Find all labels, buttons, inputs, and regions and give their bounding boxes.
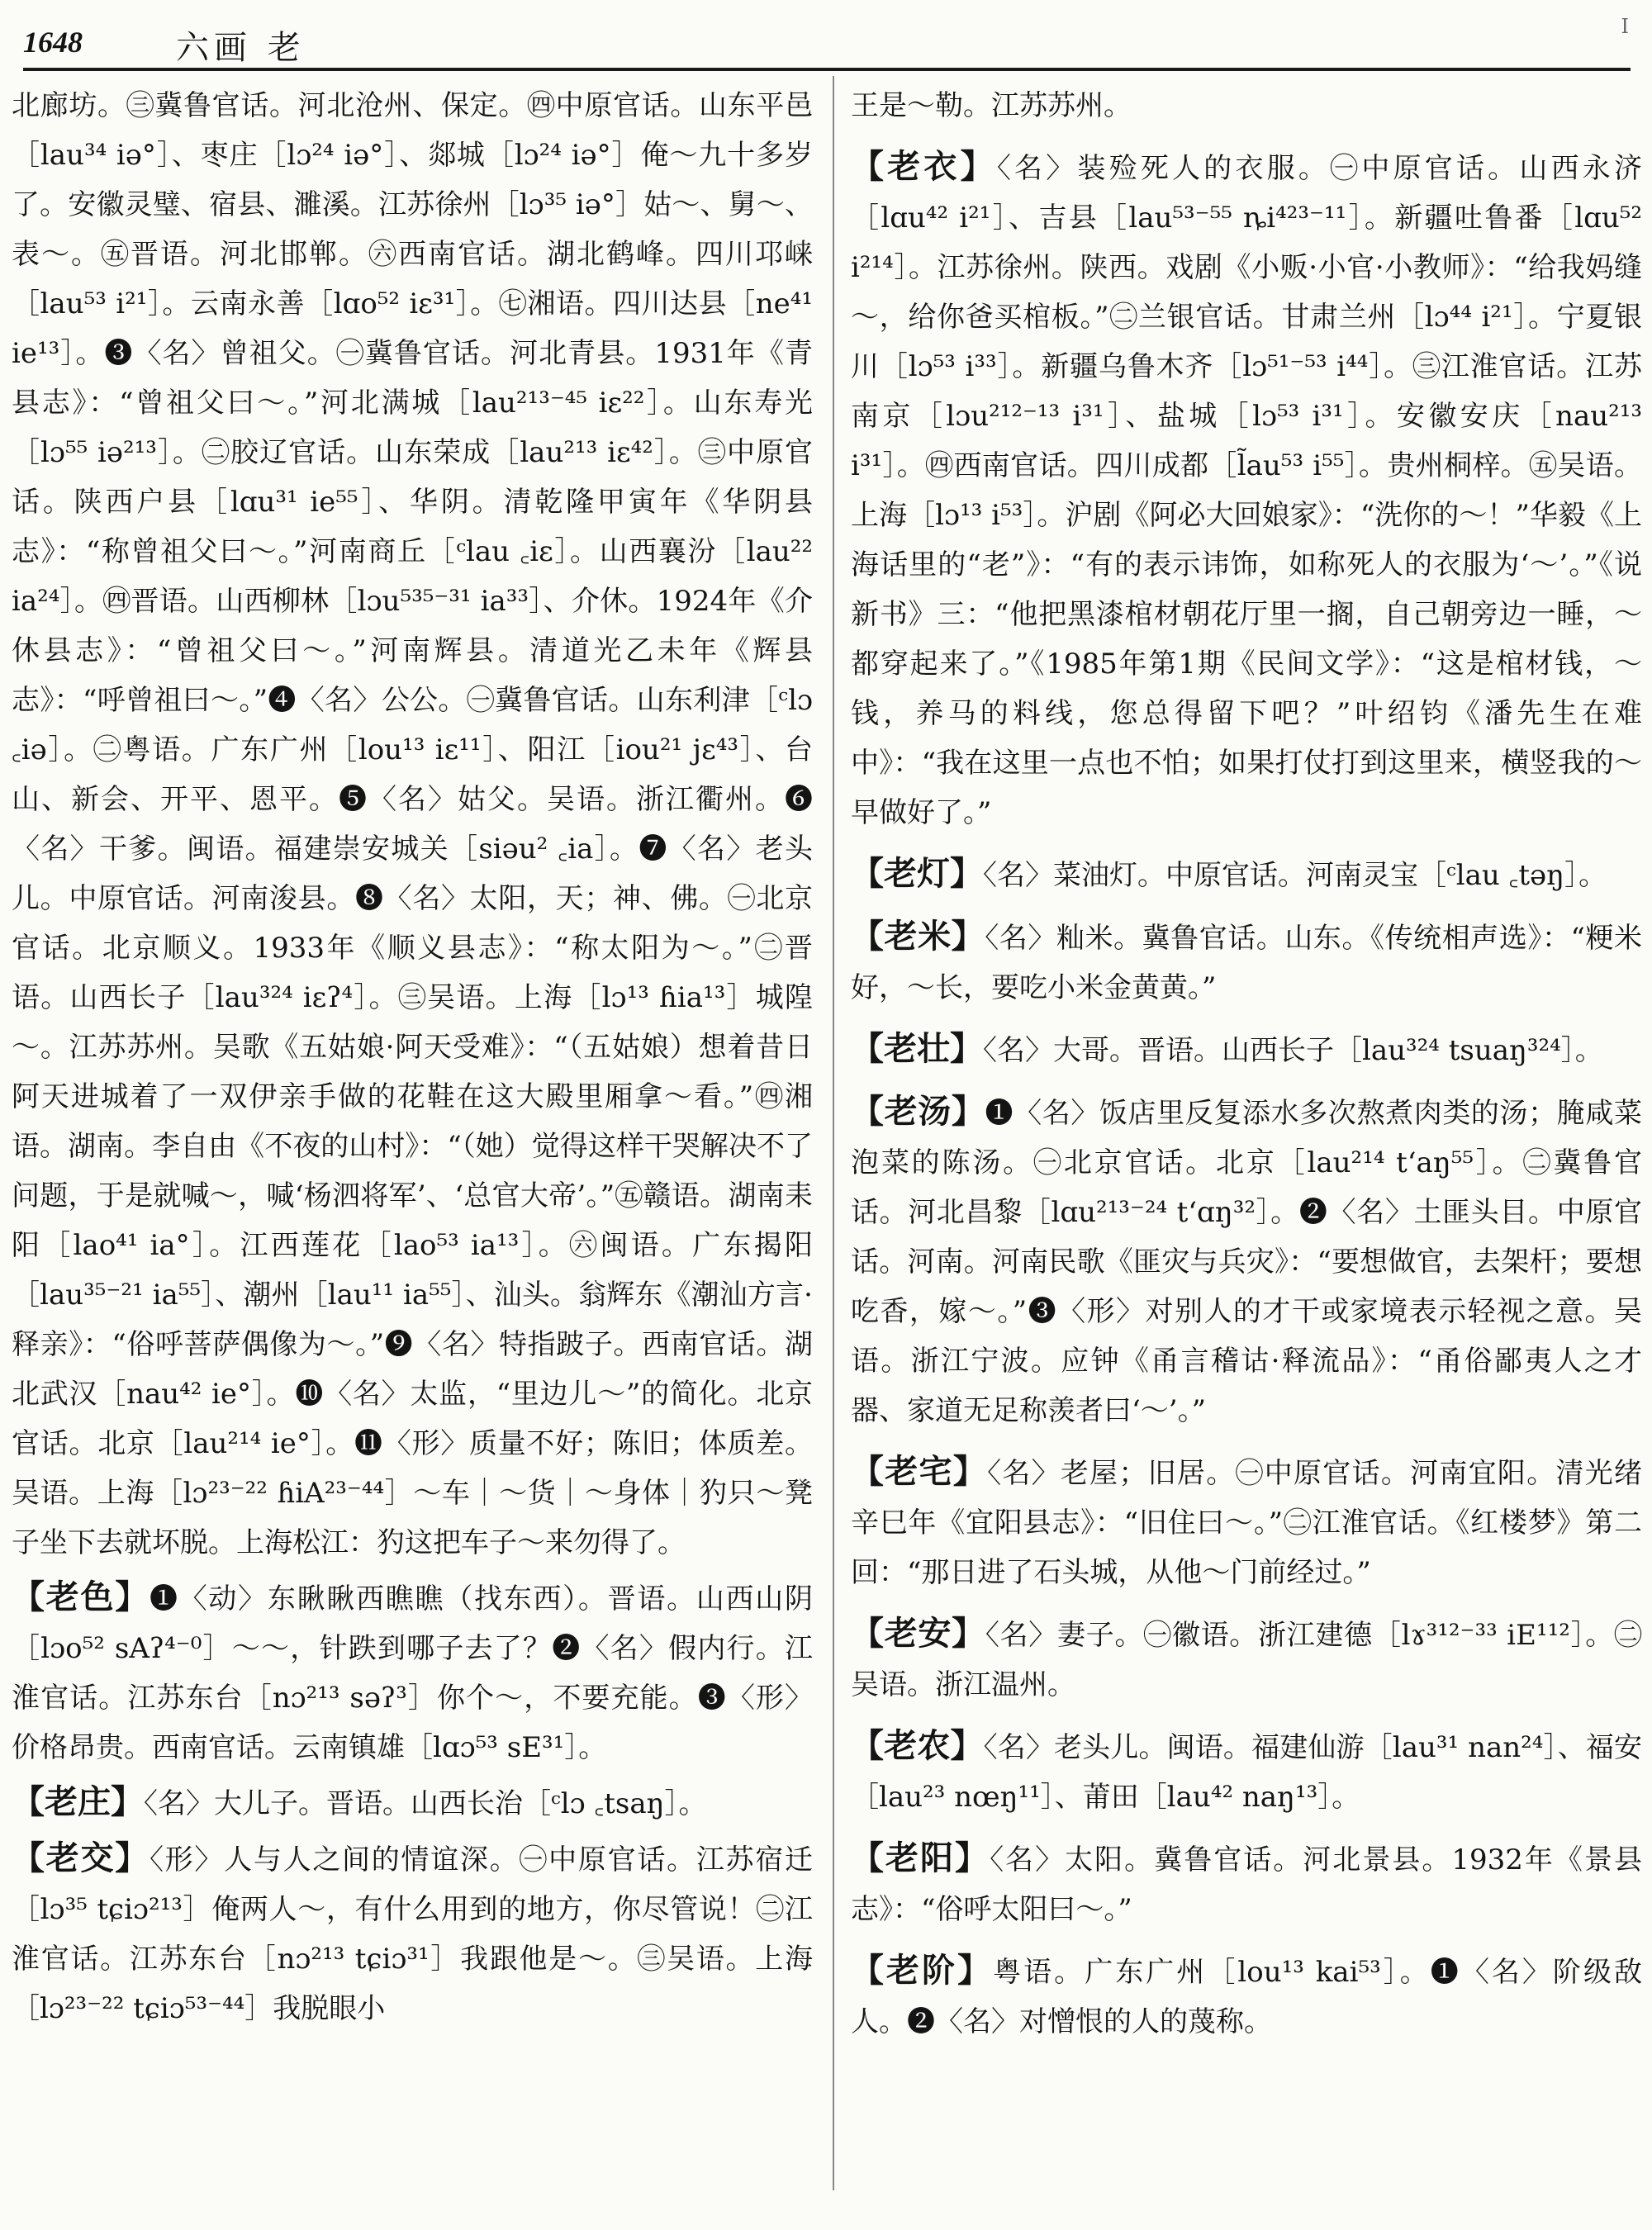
entry-headword: 【老阶】 [851,1951,994,1990]
column-divider [833,76,834,2190]
entry-headword: 【老安】 [851,1614,985,1653]
entry-headword: 【老交】 [12,1839,150,1877]
dictionary-entry [851,1946,1642,2047]
entry-text: 〈名〉老头儿。闽语。福建仙游［lau³¹ nan²⁴］、福安［lau²³ nœŋ¹¹］、莆田［lau⁴² naŋ¹³］。 [851,1731,1642,1814]
entry-headword: 【老宅】 [851,1452,988,1491]
dictionary-entry [851,1087,1642,1435]
entry-text: 王是～勒。江苏苏州。 [851,89,1132,122]
entry-text: ❶〈名〉饭店里反复添水多次熬煮肉类的汤；腌咸菜泡菜的陈汤。㊀北京官话。北京［lau²¹⁴ t‘aŋ⁵⁵］。㊁冀鲁官话。河北昌黎［lɑu²¹³⁻²⁴ t‘ɑŋ³²］。❷〈名〉土匪头目。中原官话。河南。河南民歌《匪灾与兵灾》：“要想做官，去架杆；要想吃香，嫁～。”❸〈形〉对别人的才干或家境表示轻视之意。吴语。浙江宁波。应钟《甬言稽诂·释流品》：“甬俗鄙夷人之才器、家道无足称羡者曰‘～’。” [851,1097,1643,1427]
dictionary-entry [12,1834,813,2033]
entry-text: ❶〈动〉东瞅瞅西瞧瞧（找东西）。晋语。山西山阴［lɔo⁵² sAʔ⁴⁻⁰］～～，针跌到哪子去了？❷〈名〉假内行。江淮官话。江苏东台［nɔ²¹³ səʔ³］你个～，不要充能。❸〈形〉价格昂贵。西南官话。云南镇雄［lɑɔ⁵³ sE³¹］。 [12,1582,814,1764]
entry-headword: 【老衣】 [851,147,997,186]
dictionary-entry [851,1609,1642,1710]
dictionary-entry [851,1834,1642,1934]
dictionary-entry [12,1777,813,1829]
entry-headword: 【老色】 [12,1578,150,1616]
dictionary-entry [851,1447,1642,1597]
right-column [851,79,1642,2052]
dictionary-entry [12,79,813,1568]
dictionary-entry [851,1024,1642,1075]
entry-headword: 【老阳】 [851,1839,990,1877]
entry-text: 〈名〉装殓死人的衣服。㊀中原官话。山西永济［lɑu⁴² i²¹］、吉县［lau⁵³⁻⁵⁵ ȵi⁴²³⁻¹¹］。新疆吐鲁番［lɑu⁵² i²¹⁴］。江苏徐州。陕西。戏剧《小贩·小官·小教师》：“给我妈缝～，给你爸买棺板。”㊁兰银官话。甘肃兰州［lɔ⁴⁴ i²¹］。宁夏银川［lɔ⁵³ i³³］。新疆乌鲁木齐［lɔ⁵¹⁻⁵³ i⁴⁴］。㊂江淮官话。江苏南京［lɔu²¹²⁻¹³ i³¹］、盐城［lɔ⁵³ i³¹］。安徽安庆［nau²¹³ i³¹］。㊃西南官话。四川成都［l̃au⁵³ i⁵⁵］。贵州桐梓。㊄吴语。上海［lɔ¹³ i⁵³］。沪剧《阿必大回娘家》：“洗你的～！”华毅《上海话里的“老”》：“有的表示讳饰，如称死人的衣服为‘～’。”《说新书》三：“他把黑漆棺材朝花厅里一搁，自己朝旁边一睡，～都穿起来了。”《1985年第1期《民间文学》：“这是棺材钱，～钱，养马的料线，您总得留下吧？”叶绍钧《潘先生在难中》：“我在这里一点也不怕；如果打仗打到这里来，横竖我的～早做好了。” [851,152,1643,829]
header-rule [23,68,1631,71]
page-title: 六画 老 [176,29,306,67]
left-column [12,79,813,2038]
entry-text: 〈形〉人与人之间的情谊深。㊀中原官话。江苏宿迁［lɔ³⁵ tɕiɔ²¹³］俺两人～，有什么用到的地方，你尽管说！㊁江淮官话。江苏东台［nɔ²¹³ tɕiɔ³¹］我跟他是～。㊂吴语。上海［lɔ²³⁻²² tɕiɔ⁵³⁻⁴⁴］我脱眼小 [12,1843,814,2025]
entry-headword: 【老农】 [851,1726,984,1765]
page-number: 1648 [23,26,83,59]
corner-mark: I [1621,15,1629,38]
entry-text: 〈名〉老屋；旧居。㊀中原官话。河南宜阳。清光绪辛巳年《宜阳县志》：“旧住曰～。”㊁江淮官话。《红楼梦》第二回：“那日进了石头城，从他～门前经过。” [851,1457,1642,1589]
entry-text: 粤语。广东广州［lou¹³ kai⁵³］。❶〈名〉阶级敌人。❷〈名〉对憎恨的人的蔑称。 [851,1956,1642,2038]
dictionary-entry [851,1721,1642,1822]
entry-text: 〈名〉大哥。晋语。山西长子［lau³²⁴ tsuaŋ³²⁴］。 [983,1034,1603,1067]
entry-text: 〈名〉籼米。冀鲁官话。山东。《传统相声选》：“粳米好，～长，要吃小米金黄黄。” [851,922,1642,1004]
page-header [23,12,1634,69]
entry-headword: 【老米】 [851,917,985,956]
dictionary-entry [851,142,1642,837]
dictionary-entry [851,912,1642,1013]
entry-headword: 【老灯】 [851,854,983,893]
entry-text: 〈名〉妻子。㊀徽语。浙江建德［lɤ³¹²⁻³³ iE¹¹²］。㊁吴语。浙江温州。 [851,1619,1643,1701]
dictionary-entry [851,79,1642,130]
entry-text: 〈名〉太阳。冀鲁官话。河北景县。1932年《景县志》：“俗呼太阳曰～。” [851,1843,1642,1926]
entry-headword: 【老汤】 [851,1092,985,1131]
entry-text: 〈名〉菜油灯。中原官话。河南灵宝［ᶜlau ꜀təŋ］。 [983,859,1607,892]
entry-text: 〈名〉大儿子。晋语。山西长治［ᶜlɔ ꜀tsaŋ］。 [144,1787,707,1820]
entry-headword: 【老壮】 [851,1029,983,1068]
dictionary-entry [851,849,1642,900]
entry-headword: 【老庄】 [12,1782,144,1821]
entry-text: 北廊坊。㊂冀鲁官话。河北沧州、保定。㊃中原官话。山东平邑［lau³⁴ iə°］、枣庄［lɔ²⁴ iə°］、郯城［lɔ²⁴ iə°］俺～九十多岁了。安徽灵璧、宿县、濉溪。江苏徐州［lɔ³⁵ iə°］姑～、舅～、表～。㊄晋语。河北邯郸。㊅西南官话。湖北鹤峰。四川邛崃［lau⁵³ i²¹］。云南永善［lɑo⁵² iɛ³¹］。㊆湘语。四川达县［ne⁴¹ ie¹³］。❸〈名〉曾祖父。㊀冀鲁官话。河北青县。1931年《青县志》：“曾祖父曰～。”河北满城［lau²¹³⁻⁴⁵ iɛ²²］。山东寿光［lɔ⁵⁵ iə²¹³］。㊁胶辽官话。山东荣成［lau²¹³ iɛ⁴²］。㊂中原官话。陕西户县［lɑu³¹ ie⁵⁵］、华阴。清乾隆甲寅年《华阴县志》：“称曾祖父曰～。”河南商丘［ᶜlau ꜀iɛ］。山西襄汾［lau²² ia²⁴］。㊃晋语。山西柳林［lɔu⁵³⁵⁻³¹ ia³³］、介休。1924年《介休县志》：“曾祖父曰～。”河南辉县。清道光乙未年《辉县志》：“呼曾祖曰～。”❹〈名〉公公。㊀冀鲁官话。山东利津［ᶜlɔ ꜀iə］。㊁粤语。广东广州［lou¹³ iɛ¹¹］、阳江［iou²¹ jɛ⁴³］、台山、新会、开平、恩平。❺〈名〉姑父。吴语。浙江衢州。❻〈名〉干爹。闽语。福建崇安城关［siəu² ꜀ia］。❼〈名〉老头儿。中原官话。河南浚县。❽〈名〉太阳，天；神、佛。㊀北京官话。北京顺义。1933年《顺义县志》：“称太阳为～。”㊁晋语。山西长子［lau³²⁴ iɛʔ⁴］。㊂吴语。上海［lɔ¹³ ɦia¹³］城隍～。江苏苏州。吴歌《五姑娘·阿天受难》：“（五姑娘）想着昔日阿天进城着了一双伊亲手做的花鞋在这大殿里厢拿～看。”㊃湘语。湖南。李自由《不夜的山村》：“（她）觉得这样干哭解决不了问题，于是就喊～，喊‘杨泗将军’、‘总官大帝’。”㊄赣语。湖南耒阳［lao⁴¹ ia°］。江西莲花［lao⁵³ ia¹³］。㊅闽语。广东揭阳［lau³⁵⁻²¹ ia⁵⁵］、潮州［lau¹¹ ia⁵⁵］、汕头。翁辉东《潮汕方言·释亲》：“俗呼菩萨偶像为～。”❾〈名〉特指跛子。西南官话。湖北武汉［nau⁴² ie°］。❿〈名〉太监，“里边儿～”的简化。北京官话。北京［lau²¹⁴ ie°］。⓫〈形〉质量不好；陈旧；体质差。吴语。上海［lɔ²³⁻²² ɦiA²³⁻⁴⁴］～车｜～货｜～身体｜犳只～凳子坐下去就坏脱。上海松江：犳这把车子～来勿得了。 [12,89,813,1559]
dictionary-entry [12,1573,813,1772]
